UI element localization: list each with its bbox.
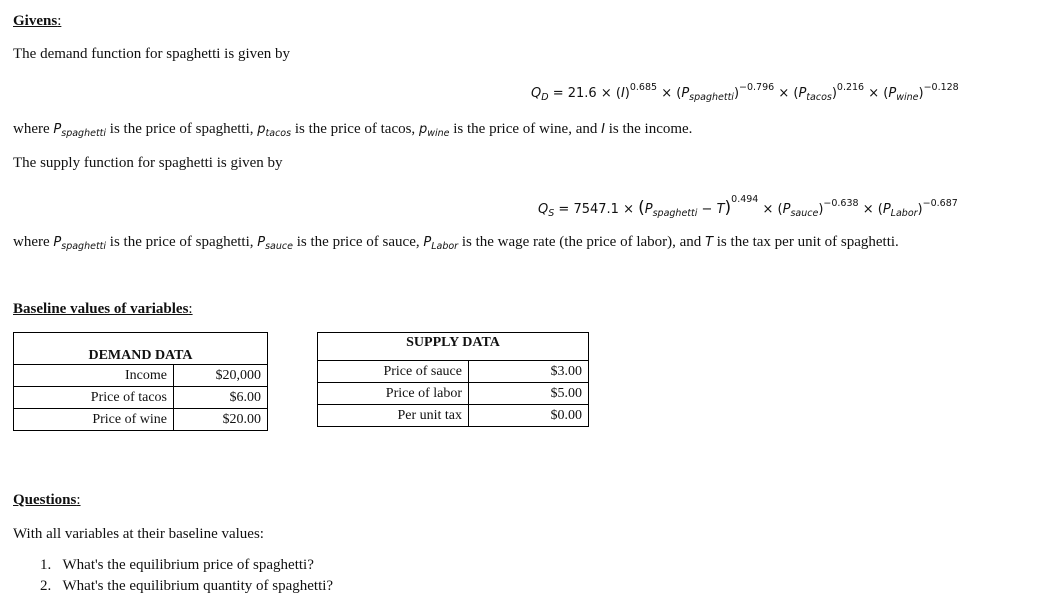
table-row: Per unit tax $0.00 — [318, 405, 589, 427]
demand-equation: $Q_D = 21.6 \times (I)^{0.685} \times (P_{spaghetti})^{-0.796} \times (P_{tacos})^{0.216} \times (P_{wine})^{-0.128}$ — [531, 82, 959, 103]
baseline-heading: Baseline values of variables: — [13, 301, 193, 317]
demand-intro: The demand function for spaghetti is given by — [13, 46, 291, 62]
table-row: Income $20,000 — [14, 365, 268, 387]
questions-intro: With all variables at their baseline values: — [13, 526, 264, 542]
supply-equation: $Q_S = 7547.1 \times (P_{spaghetti} - T)^{0.494} \times (P_{sauce})^{-0.638} \times (P_{Labor})^{-0.687}$ — [538, 194, 958, 219]
givens-heading: Givens: — [13, 13, 62, 29]
demand-table — [13, 332, 268, 431]
list-item: 1. What's the equilibrium price of spaghetti? — [40, 557, 314, 573]
table-row: Price of wine $20.00 — [14, 409, 268, 431]
questions-heading: Questions: — [13, 492, 81, 508]
table-row: Price of labor $5.00 — [318, 383, 589, 405]
list-item: 2. What's the equilibrium quantity of spaghetti? — [40, 578, 334, 594]
supply-table-title: SUPPLY DATA — [318, 333, 589, 361]
supply-table — [317, 332, 589, 427]
demand-table-title: DEMAND DATA — [14, 333, 268, 365]
supply-where: where $P_{spaghetti}$ is the price of spaghetti, $P_{sauce}$ is the price of sauce, $P_{Labor}$ is the wage rate (the price of labor), and T is the tax per unit of spaghetti. — [13, 234, 899, 252]
table-row: Price of tacos $6.00 — [14, 387, 268, 409]
table-row: Price of sauce $3.00 — [318, 361, 589, 383]
supply-intro: The supply function for spaghetti is given by — [13, 155, 283, 171]
demand-where: where $P_{spaghetti}$ is the price of spaghetti, $p_{tacos}$ is the price of tacos, $p_{wine}$ is the price of wine, and I is the income. — [13, 121, 693, 139]
